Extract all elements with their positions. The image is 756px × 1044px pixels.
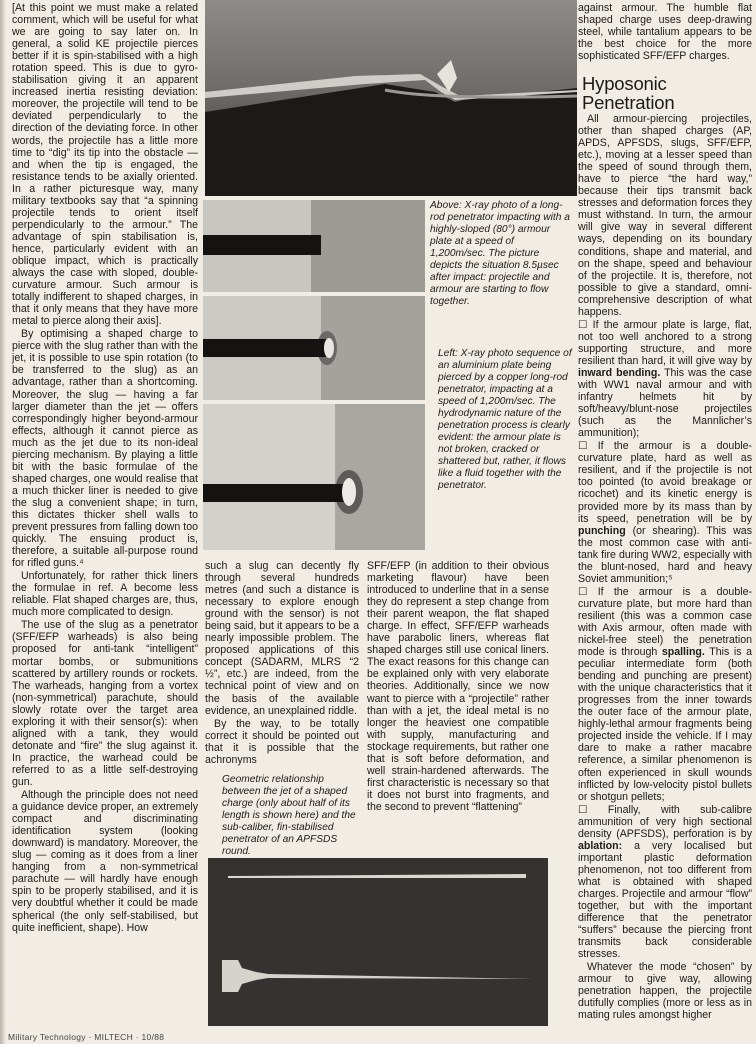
xray-photo-sloped-plate xyxy=(205,0,577,196)
text-column-4 xyxy=(578,2,752,63)
text-column-4-body xyxy=(578,113,752,1023)
paragraph: such a slug can decently fly through several hundreds metres (and such a distance is necessary to explore enough ground with the sensor) is not being said, but it appears to be a nearly impossible problem. The proposed applications of this concept (SADARM, MLRS “2 ½”, etc.) are indeed, from the technical point of view and on the basis of the available evidence, an unexplained riddle. xyxy=(205,560,359,717)
list-item: ☐ If the armour is a double-curvature plate, but more hard than resilient (this was a common case with Axis armour, often made with nickel-free steel) the penetration mode is through spalling. This is a peculiar intermediate form (both bending and punching are present) with the unique characteristics that it progresses from the inner towards the outer face of the armour plate, highly-lethal armour fragments being projected inside the vehicle. If I may dare to make a rather macabre reference, a similar phenomenon is often experienced in skull wounds inflicted by low-velocity pistol bullets or shotgun pellets; xyxy=(578,585,752,803)
paragraph: The use of the slug as a penetrator (SFF/EFP warheads) is also being proposed for anti-tank “intelligent” mortar bombs, or submunitions scattered by artillery rounds or rockets. The warheads, hanging from a vortex (non-symmetrical) parachute, should slowly rotate over the target area exploring it with their sensor(s): when aligned with a tank, they would detonate and “fire” the slug against it. In practice, the warhead could be referred to as a little self-destroying gun. xyxy=(12,619,198,788)
list-item: ☐ If the armour is a double-curvature plate, hard as well as resilient, and if the projectile is not too pointed (to avoid breakage or ricochet) and its kinetic energy is provided more by its mass than by its speed, penetration will be by punching (or shearing). This was the most common case with anti-tank fire during WW2, especially with the blunt-nosed, hard and heavy Soviet ammunition;⁵ xyxy=(578,440,752,585)
text-column-2 xyxy=(205,560,359,767)
page-binding-shadow xyxy=(0,0,6,1044)
text-column-1 xyxy=(12,2,198,935)
section-heading: Hyposonic Penetration xyxy=(582,73,675,113)
text-column-3 xyxy=(367,560,549,814)
list-item: ☐ If the armour plate is large, flat, not too well anchored to a strong supporting structure, and more resilient than hard, it will give way by inward bending. This was the case with WW1 naval armour and with infantry helmets hit by soft/heavy/blunt-nose projectiles (such as the Mannlicher’s ammunition); xyxy=(578,318,752,440)
xray-sequence-photo-3 xyxy=(203,404,425,550)
page-footer: Military Technology · MILTECH · 10/88 xyxy=(8,1032,165,1042)
caption-geometry: Geometric relationship between the jet of a shaped charge (only about half of its length is shown here) and the sub-caliber, fin-stabilised penetrator of an APFSDS round. xyxy=(222,774,356,857)
paragraph: Unfortunately, for rather thick liners the formulae in ref. A become less reliable. Flat shaped charges are, thus, much more complicated to design. xyxy=(12,570,198,619)
paragraph: Whatever the mode “chosen” by armour to give way, allowing penetration happen, the projectile dutifully complies (more or less as in mating rules amongst higher xyxy=(578,961,752,1022)
paragraph: By the way, to be totally correct it should be pointed out that it is possible that the achronyms xyxy=(205,717,359,766)
paragraph: By optimising a shaped charge to pierce with the slug rather than with the jet, it is possible to use spin rotation (to be transferred to the slug) as an advantage, rather than a shortcoming. Moreover, the slug — having a far larger diameter than the jet — offers correspondingly higher beyond-armour effects, although it cannot pierce as much as the jet due to its non-ideal piercing mechanism. By playing a little bit with the basic formulae of the shaped charges, one would realise that a much thicker liner is needed to give the slug a convenient shape; in turn, this dictates thicker shell walls to prevent pressures from falling down too quickly. The ensuing product is, therefore, a suitable all-purpose round for rifled guns.⁴ xyxy=(12,328,198,570)
caption-xray-top: Above: X-ray photo of a long-rod penetrator impacting with a highly-sloped (80°) armour plate at a speed of 1,200m/sec. The picture depicts the situation 8.5µsec after impact: projectile and armour are starting to flow together. xyxy=(430,200,570,307)
caption-xray-sequence: Left: X-ray photo sequence of an aluminium plate being pierced by a copper long-rod penetrator, impacting at a speed of 1,200m/sec. The hydrodynamic nature of the penetration process is clearly evident: the armour plate is not broken, cracked or shattered but, rather, it flows like a fluid together with the penetrator. xyxy=(438,348,572,491)
paragraph: SFF/EFP (in addition to their obvious marketing flavour) have been introduced to underline that in a sense they do represent a step change from their parent weapon, the flat shaped charge. In effect, SFF/EFP warheads have parabolic liners, whereas flat shaped charges still use conical liners. The exact reasons for this change can be explained only with very elaborate theories. Additionally, since we now want to pierce with a “projectile” rather than with a jet, the ideal metal is no longer the heaviest one compatible with supply, manufacturing and stockage requirements, but rather one that is soft before deformation, and well strain-hardened afterwards. The first characteristic is necessary so that it does not burst into fragments, and the second to prevent “flattening” xyxy=(367,560,549,813)
paragraph: All armour-piercing projectiles, other than shaped charges (AP, APDS, APFSDS, slugs, SFF/EFP, etc.), moving at a lesser speed than the speed of sound through them, have to pierce “the hard way,” because their tips transmit back stresses and deformation forces they must withstand. In turn, the armour will give way in several different ways, depending on its boundary conditions, shape and material, and on the shape, speed and behaviour of the projectile. It is, therefore, not possible to give a standard, omni-comprehensive description of what happens. xyxy=(578,113,752,318)
paragraph: [At this point we must make a related comment, which will be useful for what we are going to say later on. In general, a solid KE projectile pierces better if it is spin-stabilised with a high rotation speed. This is due to gyro-stabilisation giving it an apparent increased inertia resisting deviation: moreover, the projectile will tend to be deviated perpendicularly to the direction of the deviating force. In other words, the projectile has a little more time to “dig” its tip into the obstacle — and when the tip is engaged, the resistance tends to be axially oriented. In a rather picturesque way, many military textbooks say that “a spinning projectile tends to orient itself perpendicularly to the armour.” The advantage of spin stabilisation is, hence, particularly evident with an oblique impact, which is practically always the case with sloped, double-curvature armour. Such armour is totally indifferent to shaped charges, in that it only means that they have more metal to pierce along their axis]. xyxy=(12,2,198,328)
xray-sequence-photo-2 xyxy=(203,296,425,400)
paragraph: against armour. The humble flat shaped charge uses deep-drawing steel, while tantalium appears to be the best choice for the more sophisticated SFF/EFP charges. xyxy=(578,2,752,63)
paragraph: Although the principle does not need a guidance device proper, an extremely compact and discriminating identification system (looking downward) is mandatory. Moreover, the slug — coming as it does from a liner hanging from a non-symmetrical parachute — will hardly have enough spin to be properly stabilised, and it is very doubtful whether it could be made spherical (the only self-stabilised, but quite inefficient, shape). How xyxy=(12,789,198,934)
xray-sequence-photo-1 xyxy=(203,200,425,292)
list-item: ☐ Finally, with sub-calibre ammunition of very high sectional density (APFSDS), perforation is by ablation: a very localised but important plastic deformation phenomenon, not too different from what is obtained with shaped charges. Projectile and armour “flow” together, but with the important difference that the penetrator “suffers” because the piercing front transmits back considerable stresses. xyxy=(578,803,752,961)
jet-penetrator-photo xyxy=(208,858,548,1026)
